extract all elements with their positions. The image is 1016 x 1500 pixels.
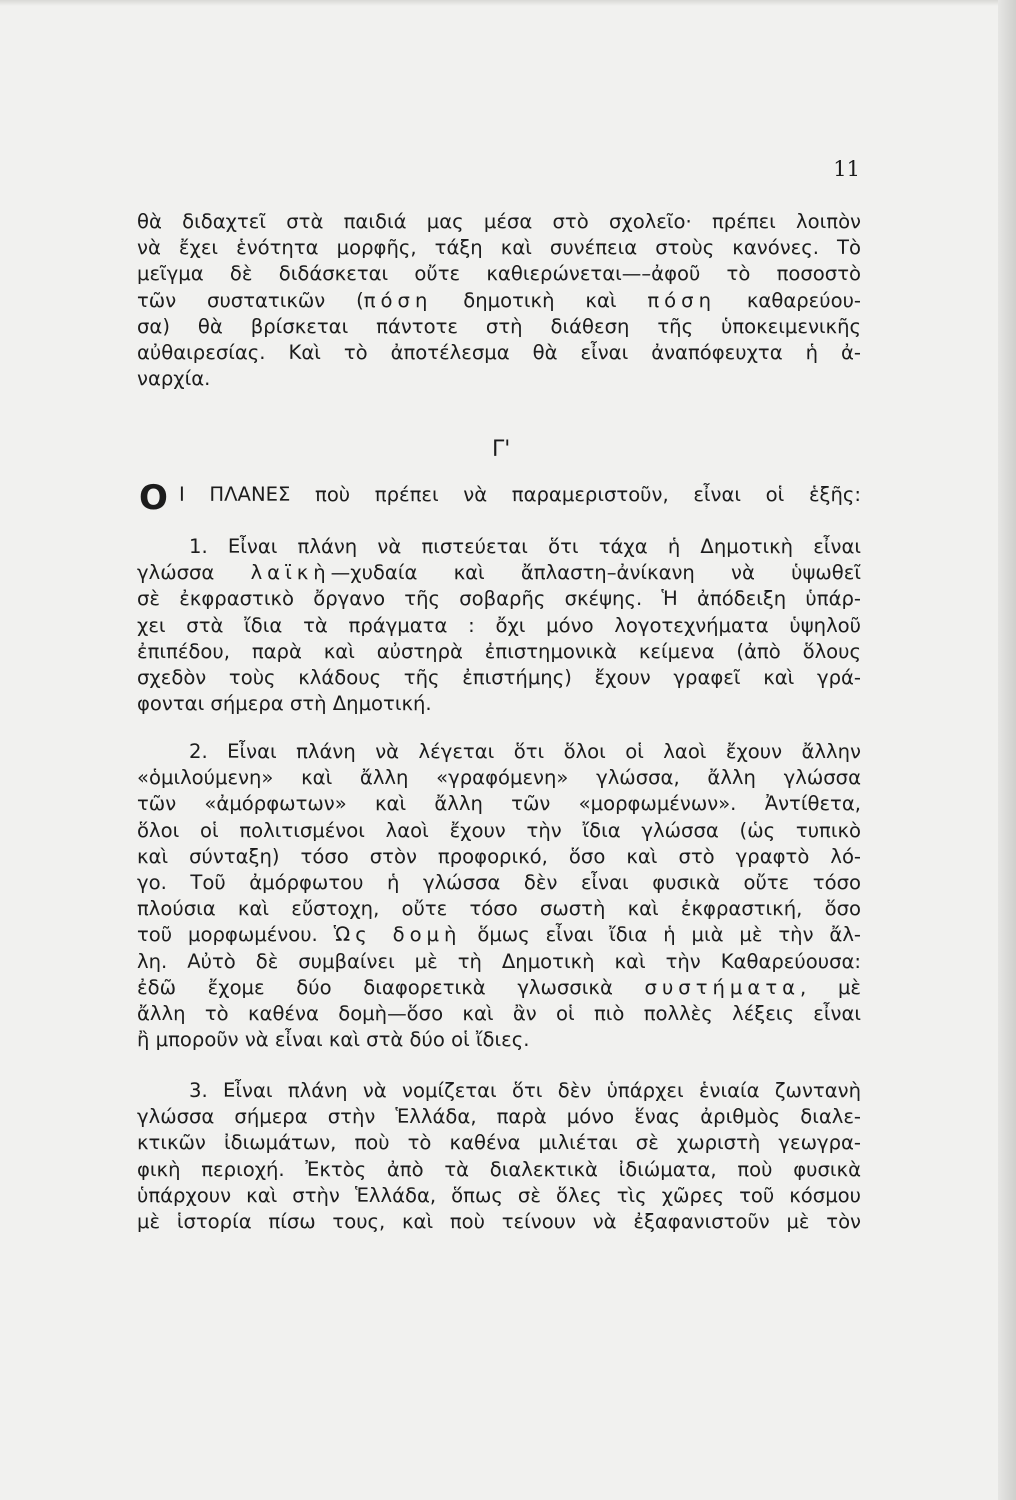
text-line: 1. Εἶναι πλάνη νὰ πιστεύεται ὅτι τάχα ἡ Δημοτικὴ εἶναι bbox=[189, 535, 861, 558]
text-line bbox=[137, 922, 861, 948]
page-top-edge bbox=[0, 0, 1016, 6]
text-line: σὲ ἐκφραστικὸ ὄργανο τῆς σοβαρῆς σκέψης. Ἡ ἀπόδειξη ὑπάρ- bbox=[137, 587, 861, 611]
text-segment: ὅμως εἶναι ἴδια ἡ μιὰ μὲ τὴν ἄλ- bbox=[461, 923, 861, 947]
section-heading: Γ' bbox=[492, 437, 511, 462]
text-line: φονται σήμερα στὴ Δημοτική. bbox=[137, 692, 432, 716]
text-segment: , μὲ bbox=[800, 975, 861, 999]
numbered-item-1 bbox=[137, 534, 861, 717]
text-line bbox=[137, 288, 861, 314]
text-line: φικὴ περιοχή. Ἐκτὸς ἀπὸ τὰ διαλεκτικὰ ἰδιώματα, ποὺ φυσικὰ bbox=[137, 1157, 861, 1181]
spaced-emphasis: λαϊκὴ bbox=[250, 561, 331, 585]
text-line: γο. Τοῦ ἀμόρφωτου ἡ γλώσσα δὲν εἶναι φυσικὰ οὔτε τόσο bbox=[137, 870, 861, 894]
text-line: «ὁμιλούμενη» καὶ ἄλλη «γραφόμενη» γλώσσα, ἄλλη γλώσσα bbox=[137, 766, 861, 790]
text-line: λη. Αὐτὸ δὲ συμβαίνει μὲ τὴ Δημοτικὴ καὶ τὴν Καθαρεύουσα: bbox=[137, 949, 861, 973]
text-line: 3. Εἶναι πλάνη νὰ νομίζεται ὅτι δὲν ὑπάρχει ἑνιαία ζωντανὴ bbox=[189, 1079, 861, 1102]
page-number: 11 bbox=[833, 157, 860, 181]
paragraph-continued bbox=[137, 209, 861, 392]
text-line: 2. Εἶναι πλάνη νὰ λέγεται ὅτι ὅλοι οἱ λαοὶ ἔχουν ἄλλην bbox=[189, 740, 861, 763]
heading-text: Ι ΠΛΑΝΕΣ ποὺ πρέπει νὰ παραμεριστοῦν, εἶναι οἱ ἑξῆς: bbox=[179, 483, 861, 506]
spaced-emphasis: συστήματα bbox=[644, 975, 801, 999]
text-line: ὑπάρχουν καὶ στὴν Ἑλλάδα, ὅπως σὲ ὅλες τὶς χῶρες τοῦ κόσμου bbox=[137, 1183, 861, 1207]
page-right-edge bbox=[998, 0, 1016, 1500]
text-segment: τοῦ μορφωμένου. bbox=[137, 923, 334, 947]
text-segment: ἐδῶ ἔχομε δύο διαφορετικὰ γλωσσικὰ bbox=[137, 975, 645, 999]
text-line: ἐπιπέδου, παρὰ καὶ αὐστηρὰ ἐπιστημονικὰ κείμενα (ἀπὸ ὅλους bbox=[137, 639, 861, 663]
text-line: χει στὰ ἴδια τὰ πράγματα : ὄχι μόνο λογοτεχνήματα ὑψηλοῦ bbox=[137, 613, 861, 637]
text-line: κτικῶν ἰδιωμάτων, ποὺ τὸ καθένα μιλιέται σὲ χωριστὴ γεωγρα- bbox=[137, 1131, 861, 1155]
text-segment: καθαρεύου- bbox=[716, 288, 862, 312]
drop-cap-initial: O bbox=[139, 478, 168, 518]
text-line: θὰ διδαχτεῖ στὰ παιδιά μας μέσα στὸ σχολεῖο· πρέπει λοιπὸν bbox=[137, 210, 861, 233]
text-line: καὶ σύνταξη) τόσο στὸν προφορικό, ὅσο καὶ στὸ γραφτὸ λό- bbox=[137, 844, 861, 868]
text-line: μεῖγμα δὲ διδάσκεται οὔτε καθιερώνεται—–ἀφοῦ τὸ ποσοστὸ bbox=[137, 262, 861, 286]
text-line: αὐθαιρεσίας. Καὶ τὸ ἀποτέλεσμα θὰ εἶναι ἀναπόφευχτα ἡ ἀ- bbox=[137, 340, 861, 364]
drop-cap-heading bbox=[137, 478, 861, 518]
text-line: πλούσια καὶ εὔστοχη, οὔτε τόσο σωστὴ καὶ ἐκφραστική, ὅσο bbox=[137, 897, 861, 921]
text-line: ναρχία. bbox=[137, 367, 211, 391]
text-segment: τῶν συστατικῶν ( bbox=[137, 288, 364, 312]
spaced-emphasis: πόση bbox=[363, 288, 433, 312]
text-line: γλώσσα σήμερα στὴν Ἑλλάδα, παρὰ μόνο ἕνας ἀριθμὸς διαλε- bbox=[137, 1105, 861, 1129]
text-segment: δημοτικὴ καὶ bbox=[432, 288, 648, 312]
text-line: τῶν «ἀμόρφωτων» καὶ ἄλλη τῶν «μορφωμένων». Ἀντίθετα, bbox=[137, 792, 861, 816]
text-line: ὅλοι οἱ πολιτισμένοι λαοὶ ἔχουν τὴν ἴδια γλώσσα (ὡς τυπικὸ bbox=[137, 818, 861, 842]
text-line: νὰ ἔχει ἑνότητα μορφῆς, τάξη καὶ συνέπεια στοὺς κανόνες. Τὸ bbox=[137, 236, 861, 260]
spaced-emphasis: Ὡς δομὴ bbox=[333, 923, 462, 947]
text-line: μὲ ἱστορία πίσω τους, καὶ ποὺ τείνουν νὰ ἐξαφανιστοῦν μὲ τὸν bbox=[137, 1209, 861, 1233]
text-line bbox=[137, 975, 861, 1001]
text-line: ἄλλη τὸ καθένα δομὴ—ὅσο καὶ ἂν οἱ πιὸ πολλὲς λέξεις εἶναι bbox=[137, 1001, 861, 1025]
text-line: ἢ μποροῦν νὰ εἶναι καὶ στὰ δύο οἱ ἴδιες. bbox=[137, 1028, 530, 1052]
text-line: σχεδὸν τοὺς κλάδους τῆς ἐπιστήμης) ἔχουν γραφεῖ καὶ γρά- bbox=[137, 665, 861, 689]
numbered-item-2 bbox=[137, 739, 861, 1053]
numbered-item-3 bbox=[137, 1078, 861, 1235]
spaced-emphasis: πόση bbox=[647, 288, 716, 312]
text-line bbox=[137, 560, 861, 586]
text-line: σα) θὰ βρίσκεται πάντοτε στὴ διάθεση τῆς ὑποκειμενικῆς bbox=[137, 314, 861, 338]
text-segment: —χυδαία καὶ ἄπλαστη–ἀνίκανη νὰ ὑψωθεῖ bbox=[330, 561, 861, 585]
text-segment: γλώσσα bbox=[137, 561, 251, 585]
